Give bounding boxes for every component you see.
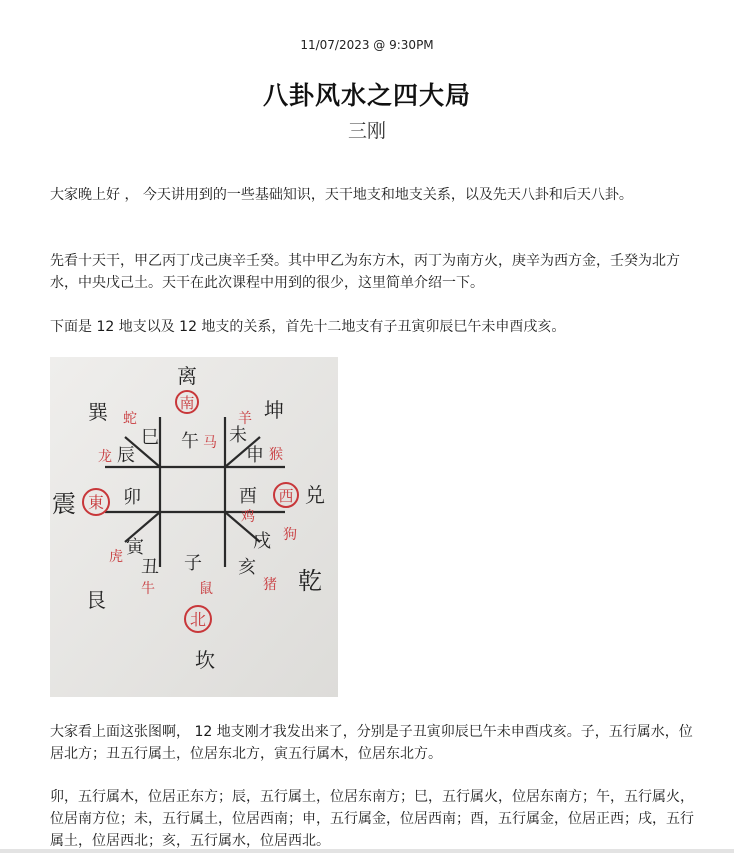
bagua-dizhi-photo: [50, 357, 338, 697]
animal-horse: 马: [203, 435, 217, 451]
trigram-gen: 艮: [86, 588, 106, 612]
paragraph-intro: 大家晚上好 ， 今天讲用到的一些基础知识，天干地支和地支关系，以及先天八卦和后天八卦。: [50, 187, 633, 203]
trigram-kun: 坤: [264, 398, 284, 422]
trigram-xun: 巽: [88, 400, 108, 424]
branch-you: 酉: [239, 486, 257, 507]
branch-yin: 寅: [126, 537, 144, 558]
animal-pig: 猪: [263, 577, 277, 593]
bagua-diagram: [50, 357, 338, 697]
direction-east: 東: [87, 493, 105, 512]
direction-north: 北: [189, 610, 207, 629]
branch-wu: 午: [181, 431, 199, 452]
branch-hai: 亥: [238, 557, 256, 578]
branch-wei: 未: [229, 425, 247, 446]
branch-chou: 丑: [141, 557, 159, 578]
branch-xu: 戌: [253, 531, 271, 552]
trigram-li: 离: [177, 364, 197, 388]
direction-west: 西: [278, 487, 294, 505]
trigram-qian: 乾: [298, 567, 322, 595]
animal-goat: 羊: [238, 411, 252, 427]
branch-si: 巳: [141, 427, 159, 448]
animal-tiger: 虎: [109, 549, 123, 565]
branch-mao: 卯: [123, 487, 141, 508]
trigram-zhen: 震: [52, 490, 76, 518]
trigram-dui: 兑: [305, 483, 325, 507]
animal-rat: 鼠: [199, 581, 213, 597]
branch-chen: 辰: [117, 445, 135, 466]
branch-zi: 子: [184, 553, 202, 574]
paragraph-tiangan: 先看十天干，甲乙丙丁戊己庚辛壬癸。其中甲乙为东方木，丙丁为南方火，庚辛为西方金，壬癸为北方水，中央戊己土。天干在此次课程中用到的很少，这里简单介绍一下。: [50, 253, 680, 291]
bottom-divider: [0, 849, 734, 853]
branch-shen: 申: [246, 445, 264, 466]
post-timestamp: 11/07/2023 @ 9:30PM: [300, 38, 434, 52]
animal-dog: 狗: [283, 527, 297, 543]
page-title: 八卦风水之四大局: [262, 81, 471, 110]
animal-snake: 蛇: [123, 411, 137, 427]
paragraph-dizhi-detail-2: 卯，五行属木，位居正东方；辰，五行属土，位居东南方；巳，五行属火，位居东南方；午，五行属火，位居南方位；未，五行属土，位居西南；申，五行属金，位居西南；酉，五行属金，位居正西；戌，五行属土，位居西北；亥，五行属水，位居西北。: [50, 789, 694, 849]
animal-dragon: 龙: [98, 449, 112, 465]
animal-rooster: 鸡: [241, 509, 255, 525]
animal-ox: 牛: [141, 581, 155, 597]
paragraph-dizhi-detail-1: 大家看上面这张图啊， 12 地支刚才我发出来了，分别是子丑寅卯辰巳午未申酉戌亥。子，五行属水，位居北方；丑五行属土，位居东北方，寅五行属木，位居东北方。: [50, 724, 693, 762]
author-name: 三刚: [347, 120, 386, 142]
trigram-kan: 坎: [195, 648, 215, 672]
animal-monkey: 猴: [269, 447, 283, 463]
direction-south: 南: [179, 394, 195, 412]
paragraph-dizhi-intro: 下面是 12 地支以及 12 地支的关系，首先十二地支有子丑寅卯辰巳午未申酉戌亥。: [50, 319, 566, 335]
